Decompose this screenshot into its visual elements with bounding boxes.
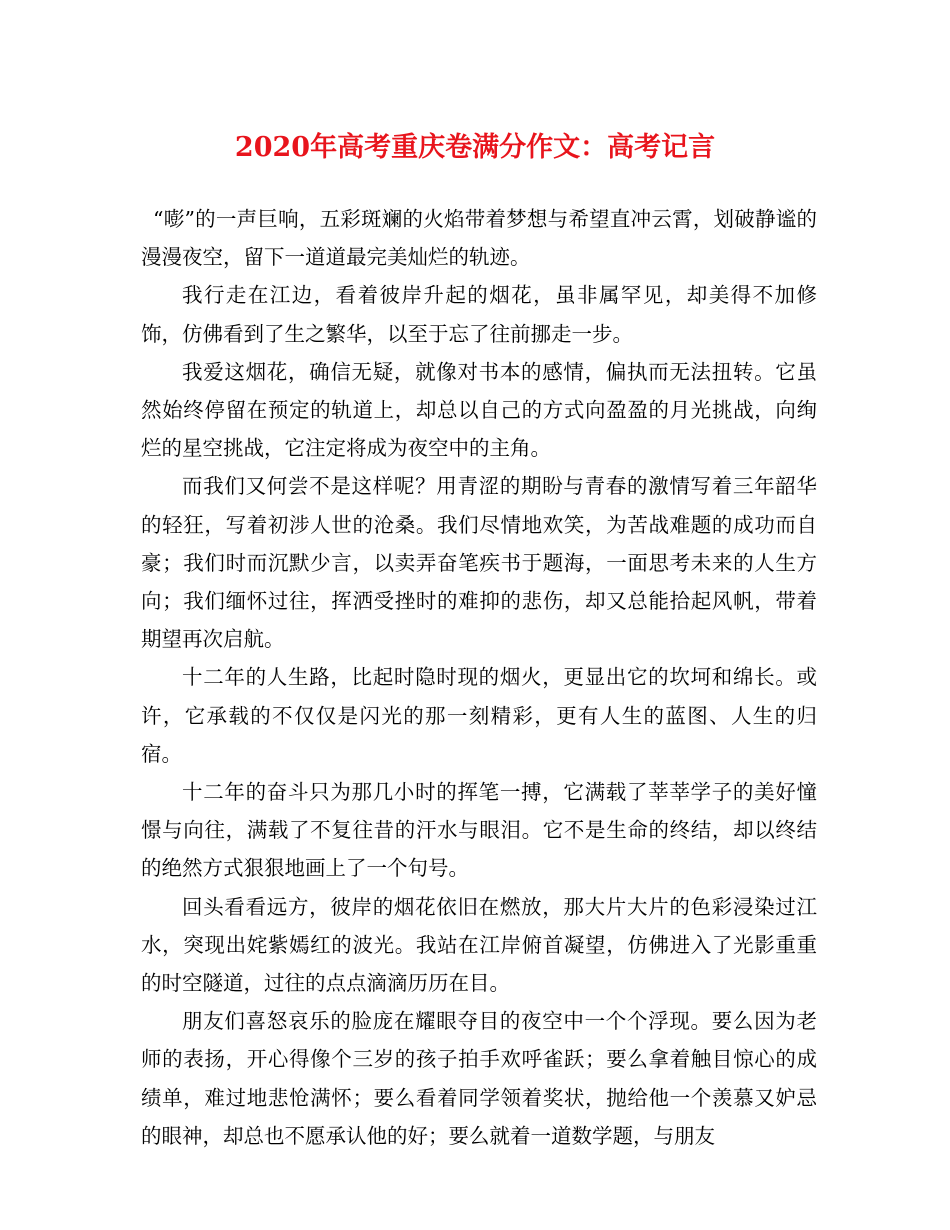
paragraph: 朋友们喜怒哀乐的脸庞在耀眼夺目的夜空中一个个浮现。要么因为老师的表扬，开心得像个三岁的孩子拍手欢呼雀跃；要么拿着触目惊心的成绩单，难过地悲怆满怀；要么看着同学领着奖状，抛给他一个羡慕又妒忌的眼神，却总也不愿承认他的好；要么就着一道数学题，与朋友 [141, 1009, 817, 1148]
paragraph: 十二年的人生路，比起时隐时现的烟火，更显出它的坎坷和绵长。或许，它承载的不仅仅是闪光的那一刻精彩，更有人生的蓝图、人生的归宿。 [141, 665, 817, 766]
document-title: 2020年高考重庆卷满分作文：高考记言 [234, 132, 716, 163]
paragraph: 我行走在江边，看着彼岸升起的烟花，虽非属罕见，却美得不加修饰，仿佛看到了生之繁华，以至于忘了往前挪走一步。 [141, 283, 817, 346]
paragraph: 回头看看远方，彼岸的烟花依旧在燃放，那大片大片的色彩浸染过江水，突现出姹紫嫣红的波光。我站在江岸俯首凝望，仿佛进入了光影重重的时空隧道，过往的点点滴滴历历在目。 [141, 894, 817, 996]
document-body [141, 200, 817, 1155]
paragraph: 我爱这烟花，确信无疑，就像对书本的感情，偏执而无法扭转。它虽然始终停留在预定的轨道上，却总以自己的方式向盈盈的月光挑战，向绚烂的星空挑战，它注定将成为夜空中的主角。 [141, 359, 817, 461]
paragraph: “嘭”的一声巨响，五彩斑斓的火焰带着梦想与希望直冲云霄，划破静谧的漫漫夜空，留下一道道最完美灿烂的轨迹。 [141, 207, 817, 270]
paragraph: 而我们又何尝不是这样呢？用青涩的期盼与青春的激情写着三年韶华的轻狂，写着初涉人世的沧桑。我们尽情地欢笑，为苦战难题的成功而自豪；我们时而沉默少言，以卖弄奋笔疾书于题海，一面思考未来的人生方向；我们缅怀过往，挥洒受挫时的难抑的悲伤，却又总能拾起风帆，带着期望再次启航。 [141, 474, 817, 652]
paragraph: 十二年的奋斗只为那几小时的挥笔一搏，它满载了莘莘学子的美好憧憬与向往，满载了不复往昔的汗水与眼泪。它不是生命的终结，却以终结的绝然方式狠狠地画上了一个句号。 [141, 780, 817, 881]
